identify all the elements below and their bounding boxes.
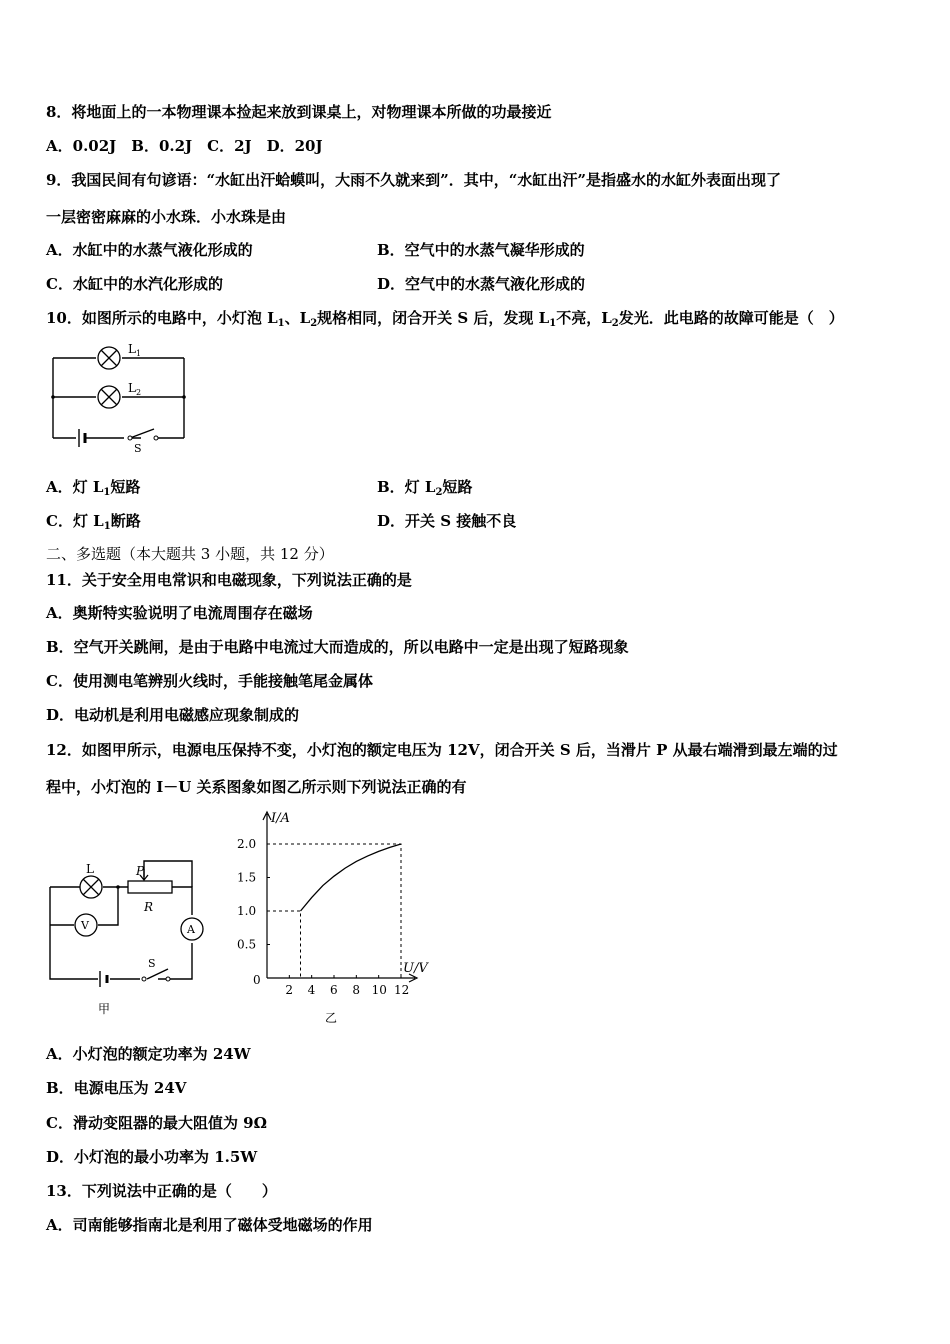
iu-series-line: [301, 844, 402, 911]
q12-stem-line1: 12．如图甲所示，电源电压保持不变，小灯泡的额定电压为 12V，闭合开关 S 后，当滑片 P 从最右端滑到最左端的过: [46, 741, 838, 759]
q10-circuit-figure: [46, 340, 196, 455]
q12-circuit-figure: [40, 855, 215, 1020]
x-tick-label: 8: [352, 983, 360, 997]
q10-option-b: B．灯 $L_2$短路: [377, 478, 473, 498]
q13-option-a: A．司南能够指南北是利用了磁体受地磁场的作用: [46, 1216, 373, 1234]
origin-label: 0: [253, 973, 261, 987]
x-tick-label: 12: [394, 983, 410, 997]
q12-iu-chart: [225, 808, 445, 1028]
switch-contact-icon: [128, 436, 132, 440]
battery-icon: [100, 971, 107, 987]
q10-option-d: D．开关 S 接触不良: [377, 512, 517, 530]
y-tick-label: 1.5: [237, 870, 257, 885]
q9-option-d: D．空气中的水蒸气液化形成的: [377, 275, 586, 293]
lamp-l2-label: $L_2$: [128, 381, 142, 397]
y-tick-label: 0.5: [237, 937, 257, 952]
section-heading: 二、多选题（本大题共 3 小题，共 12 分）: [46, 545, 334, 563]
lamp-icon: [80, 876, 102, 898]
q10-option-a: A．灯 $L_1$短路: [46, 478, 141, 498]
q12-option-d: D．小灯泡的最小功率为 1.5W: [46, 1148, 258, 1166]
lamp-l2-icon: [98, 386, 120, 408]
chart-caption: 乙: [325, 1011, 338, 1025]
q9-stem-line2: 一层密密麻麻的小水珠．小水珠是由: [46, 208, 287, 226]
q11-option-b: B．空气开关跳闸，是由于电路中电流过大而造成的，所以电路中一定是出现了短路现象: [46, 638, 629, 656]
y-axis-label: I/A: [271, 811, 290, 826]
q9-option-c: C．水缸中的水汽化形成的: [46, 275, 223, 293]
q11-option-d: D．电动机是利用电磁感应现象制成的: [46, 706, 300, 724]
q12-stem-line2: 程中，小灯泡的 I－U 关系图象如图乙所示则下列说法正确的有: [46, 778, 467, 796]
circuit-caption: 甲: [98, 1002, 111, 1016]
x-tick-label: 4: [307, 983, 316, 997]
rheostat-icon: [128, 881, 172, 893]
q11-option-a: A．奥斯特实验说明了电流周围存在磁场: [46, 604, 313, 622]
q9-option-a: A．水缸中的水蒸气液化形成的: [46, 241, 253, 259]
q11-option-c: C．使用测电笔辨别火线时，手能接触笔尾金属体: [46, 672, 373, 690]
switch-label: S: [148, 957, 156, 970]
lamp-label: L: [86, 862, 94, 876]
dashed-guide-line: [267, 911, 301, 978]
lamp-l1-label: $L_1$: [128, 342, 142, 358]
y-tick-label: 1.0: [237, 904, 257, 918]
voltmeter-label: V: [81, 919, 89, 932]
switch-label: S: [134, 442, 142, 455]
x-axis-label: U/V: [403, 961, 428, 976]
q8-options: A．0.02J B．0.2J C．2J D．20J: [46, 137, 323, 155]
x-tick-label: 2: [285, 983, 293, 997]
lamp-l1-icon: [98, 347, 120, 369]
q10-option-c: C．灯 $L_1$断路: [46, 512, 141, 532]
q10-stem: 10．如图所示的电路中，小灯泡 $L_1$、$L_2$规格相同，闭合开关 S 后，发现 $L_1$不亮，$L_2$发光．此电路的故障可能是（ ）: [46, 309, 844, 329]
q9-option-b: B．空气中的水蒸气凝华形成的: [377, 241, 585, 259]
q13-stem: 13．下列说法中正确的是（ ）: [46, 1182, 277, 1200]
resistor-label: R: [144, 900, 154, 914]
q11-stem: 11．关于安全用电常识和电磁现象，下列说法正确的是: [46, 571, 412, 589]
x-tick-label: 6: [330, 983, 338, 997]
battery-icon: [79, 429, 85, 447]
slider-label: P: [136, 864, 145, 878]
q8-stem: 8．将地面上的一本物理课本捡起来放到课桌上，对物理课本所做的功最接近: [46, 103, 552, 121]
q12-option-b: B．电源电压为 24V: [46, 1079, 187, 1097]
q12-option-a: A．小灯泡的额定功率为 24W: [46, 1045, 251, 1063]
q12-option-c: C．滑动变阻器的最大阻值为 9Ω: [46, 1114, 267, 1132]
q9-stem-line1: 9．我国民间有句谚语：“水缸出汗蛤蟆叫，大雨不久就来到”．其中，“水缸出汗”是指盛水的水缸外表面出现了: [46, 171, 781, 189]
y-tick-label: 2.0: [237, 837, 257, 851]
x-tick-label: 10: [371, 983, 387, 997]
ammeter-label: A: [187, 923, 195, 936]
